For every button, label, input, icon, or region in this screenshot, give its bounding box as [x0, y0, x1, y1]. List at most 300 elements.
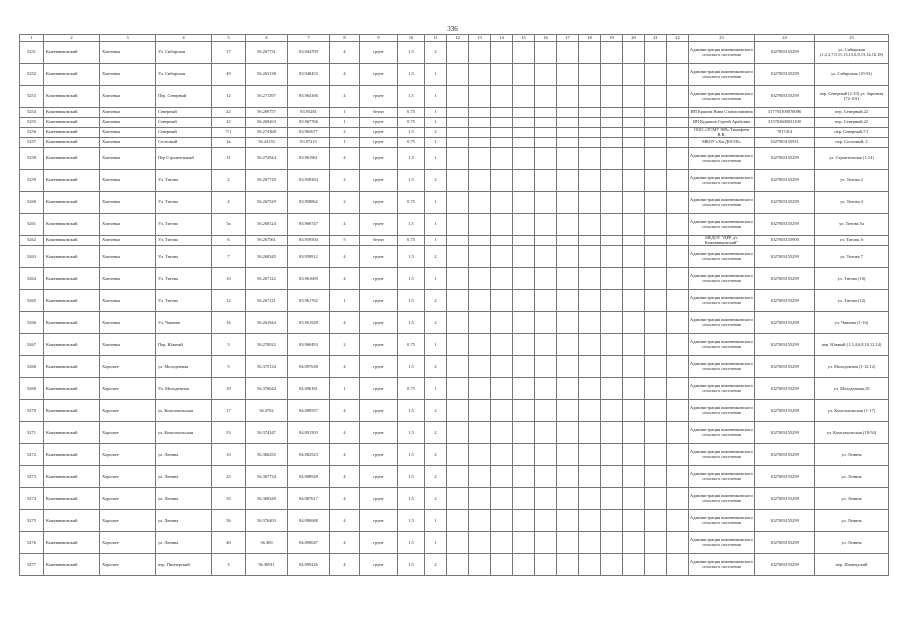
table-cell: [469, 236, 491, 246]
table-cell: 1027003155299: [755, 290, 815, 312]
table-cell: [491, 400, 513, 422]
column-header: 23: [689, 35, 755, 42]
table-cell: ул. Комсомольская (18-54): [815, 422, 889, 444]
table-cell: 1027003155299: [755, 268, 815, 290]
table-cell: Кожевниковский: [44, 312, 100, 334]
column-header: 20: [623, 35, 645, 42]
table-cell: [535, 334, 557, 356]
table-cell: [513, 148, 535, 170]
table-cell: ул. Титова 2: [815, 170, 889, 192]
table-cell: [535, 192, 557, 214]
table-cell: 5273: [20, 466, 44, 488]
table-cell: 1.5: [398, 148, 425, 170]
table-cell: ИП Кудашов Сергей Арабович: [689, 118, 755, 128]
table-cell: 56.267731: [246, 42, 288, 64]
table-cell: ул. Ленина: [815, 510, 889, 532]
table-cell: ул. Ленина: [156, 532, 212, 554]
table-cell: 56.368348: [246, 488, 288, 510]
table-cell: [513, 64, 535, 86]
column-header: 19: [601, 35, 623, 42]
table-cell: 83.964166: [288, 86, 330, 108]
table-row: [20, 400, 889, 422]
table-cell: [491, 108, 513, 118]
table-cell: Ул. Чапаева: [156, 312, 212, 334]
table-cell: [645, 532, 667, 554]
table-cell: 5269: [20, 378, 44, 400]
table-cell: 4: [330, 214, 360, 236]
table-cell: [535, 42, 557, 64]
table-cell: 1027003155299: [755, 510, 815, 532]
table-cell: [557, 312, 579, 334]
table-cell: 1: [330, 290, 360, 312]
table-cell: 4: [330, 422, 360, 444]
table-cell: [491, 128, 513, 138]
table-cell: [601, 148, 623, 170]
table-cell: Ул. Молодежная: [156, 378, 212, 400]
table-cell: [579, 312, 601, 334]
table-cell: 1027003155299: [755, 554, 815, 576]
table-cell: 2: [425, 290, 447, 312]
column-header: 18: [579, 35, 601, 42]
table-cell: [491, 214, 513, 236]
table-cell: Администрация кожевниковского сельского поселения: [689, 400, 755, 422]
table-cell: [645, 400, 667, 422]
table-cell: 5253: [20, 86, 44, 108]
table-cell: Кожевниковский: [44, 148, 100, 170]
table-row: [20, 532, 889, 554]
table-cell: [645, 118, 667, 128]
table-cell: 4: [330, 86, 360, 108]
table-cell: [557, 488, 579, 510]
table-cell: бетон: [360, 108, 398, 118]
table-cell: [469, 422, 491, 444]
table-cell: ул. Ленина: [815, 466, 889, 488]
table-cell: ул. Ленина: [815, 444, 889, 466]
table-cell: Ул. Титова: [156, 192, 212, 214]
table-cell: 1027003155299: [755, 400, 815, 422]
table-cell: [601, 268, 623, 290]
table-cell: 56.268124: [246, 214, 288, 236]
table-cell: [513, 108, 535, 118]
table-cell: [447, 400, 469, 422]
table-cell: [623, 246, 645, 268]
table-row: [20, 312, 889, 334]
table-cell: 2: [330, 128, 360, 138]
column-header: 25: [815, 35, 889, 42]
table-cell: [601, 118, 623, 128]
table-cell: 49: [212, 64, 246, 86]
table-cell: Администрация кожевниковского сельского поселения: [689, 422, 755, 444]
table-cell: грунт: [360, 86, 398, 108]
table-cell: 5259: [20, 170, 44, 192]
table-cell: [623, 532, 645, 554]
table-cell: 1.5: [398, 554, 425, 576]
table-cell: [645, 214, 667, 236]
table-cell: ул. Молодежная,10: [815, 378, 889, 400]
table-cell: [579, 108, 601, 118]
registry-table: [19, 34, 889, 576]
table-cell: [601, 170, 623, 192]
table-cell: Хмелевка: [100, 138, 156, 148]
table-cell: грунт: [360, 290, 398, 312]
table-cell: [601, 214, 623, 236]
table-cell: Кожевниковский: [44, 246, 100, 268]
table-cell: [623, 312, 645, 334]
table-cell: Хмелевка: [100, 42, 156, 64]
table-row: [20, 444, 889, 466]
table-cell: 83.960747: [288, 214, 330, 236]
table-cell: Кожевниковский: [44, 422, 100, 444]
table-cell: [645, 236, 667, 246]
table-cell: Администрация кожевниковского сельского поселения: [689, 510, 755, 532]
table-cell: [645, 86, 667, 108]
table-cell: [469, 510, 491, 532]
table-cell: 17: [212, 400, 246, 422]
table-cell: 2: [425, 356, 447, 378]
table-cell: [645, 64, 667, 86]
table-cell: Администрация кожевниковского сельского поселения: [689, 334, 755, 356]
table-cell: 2: [425, 444, 447, 466]
table-cell: Администрация кожевниковского сельского поселения: [689, 488, 755, 510]
table-cell: [667, 510, 689, 532]
table-cell: Администрация кожевниковского сельского поселения: [689, 86, 755, 108]
table-cell: [667, 268, 689, 290]
table-cell: 83.961069: [288, 268, 330, 290]
table-cell: [601, 192, 623, 214]
table-cell: [469, 214, 491, 236]
table-cell: 5251: [20, 42, 44, 64]
table-cell: [579, 290, 601, 312]
table-cell: 1.5: [398, 532, 425, 554]
table-cell: [645, 268, 667, 290]
table-cell: 0.75: [398, 118, 425, 128]
table-cell: [491, 312, 513, 334]
table-cell: [579, 356, 601, 378]
table-cell: 4: [330, 466, 360, 488]
table-cell: Кожевниковский: [44, 466, 100, 488]
table-cell: ул. Титова 7: [815, 246, 889, 268]
table-cell: 1: [330, 108, 360, 118]
table-cell: ул. Ленина: [156, 466, 212, 488]
table-cell: 40: [212, 532, 246, 554]
table-cell: 5266: [20, 312, 44, 334]
table-cell: [447, 148, 469, 170]
table-cell: Хмелевка: [100, 214, 156, 236]
table-cell: 3: [212, 554, 246, 576]
table-cell: 0.75: [398, 236, 425, 246]
table-row: [20, 128, 889, 138]
table-cell: [491, 422, 513, 444]
table-cell: 3: [212, 334, 246, 356]
table-cell: [535, 378, 557, 400]
table-cell: [645, 42, 667, 64]
table-row: [20, 138, 889, 148]
column-header: 21: [645, 35, 667, 42]
table-cell: 5265: [20, 290, 44, 312]
table-cell: [667, 236, 689, 246]
table-cell: [447, 246, 469, 268]
table-cell: [491, 138, 513, 148]
table-body: [20, 35, 889, 576]
table-cell: [557, 532, 579, 554]
table-cell: грунт: [360, 170, 398, 192]
table-cell: 1.5: [398, 86, 425, 108]
table-cell: Ул. Титова: [156, 290, 212, 312]
table-cell: 5260: [20, 192, 44, 214]
table-cell: ул. Титова (10): [815, 268, 889, 290]
table-cell: 1027003155299: [755, 378, 815, 400]
table-cell: Администрация кожевниковского сельского поселения: [689, 148, 755, 170]
table-cell: грунт: [360, 422, 398, 444]
table-row: [20, 148, 889, 170]
table-cell: [667, 118, 689, 128]
table-cell: [557, 118, 579, 128]
table-cell: грунт: [360, 488, 398, 510]
table-cell: [557, 268, 579, 290]
table-cell: [667, 532, 689, 554]
table-cell: Кожевниковский: [44, 554, 100, 576]
table-cell: [557, 236, 579, 246]
table-cell: [535, 148, 557, 170]
table-cell: [491, 510, 513, 532]
table-cell: 56.270022: [246, 334, 288, 356]
table-cell: 84.096181: [288, 378, 330, 400]
table-cell: Администрация кожевниковского сельского поселения: [689, 444, 755, 466]
table-cell: 1: [425, 378, 447, 400]
table-cell: [469, 128, 491, 138]
table-cell: [469, 532, 491, 554]
column-header: 3: [100, 35, 156, 42]
table-cell: [601, 86, 623, 108]
table-cell: МБДОУ "ЦРР д/с Кожевниковский": [689, 236, 755, 246]
table-cell: [513, 532, 535, 554]
table-cell: Пер. Северный: [156, 86, 212, 108]
table-cell: Кожевниковский: [44, 108, 100, 118]
table-cell: 1: [425, 334, 447, 356]
table-cell: [491, 42, 513, 64]
table-cell: [645, 488, 667, 510]
table-cell: ул. Комсомольская: [156, 422, 212, 444]
table-cell: 56.376403: [246, 510, 288, 532]
table-cell: [469, 108, 491, 118]
table-cell: [557, 108, 579, 118]
table-row: [20, 422, 889, 444]
table-cell: [601, 290, 623, 312]
table-cell: 1.5: [398, 510, 425, 532]
table-cell: грунт: [360, 334, 398, 356]
table-cell: [535, 86, 557, 108]
table-cell: Кожевниковский: [44, 334, 100, 356]
table-cell: 4: [330, 148, 360, 170]
table-cell: 56.3702: [246, 400, 288, 422]
table-cell: [579, 86, 601, 108]
table-cell: 84.087617: [288, 488, 330, 510]
table-row: [20, 334, 889, 356]
table-cell: грунт: [360, 214, 398, 236]
table-cell: Северный: [156, 108, 212, 118]
table-cell: 56.267729: [246, 170, 288, 192]
table-cell: [645, 356, 667, 378]
table-cell: [667, 466, 689, 488]
table-cell: [667, 128, 689, 138]
table-cell: [469, 192, 491, 214]
table-cell: Ул. Сибирская: [156, 64, 212, 86]
table-cell: [601, 334, 623, 356]
table-cell: 56.369: [246, 532, 288, 554]
table-cell: 1.5: [398, 214, 425, 236]
table-cell: [469, 554, 491, 576]
table-cell: [513, 356, 535, 378]
table-cell: [447, 192, 469, 214]
table-cell: 2а: [212, 138, 246, 148]
table-cell: [623, 422, 645, 444]
table-cell: 10: [212, 268, 246, 290]
table-cell: [557, 64, 579, 86]
column-header: 13: [469, 35, 491, 42]
table-cell: [535, 138, 557, 148]
table-cell: 5: [212, 356, 246, 378]
table-cell: [579, 214, 601, 236]
column-header: 11: [425, 35, 447, 42]
table-cell: 84.091503: [288, 422, 330, 444]
table-row: [20, 42, 889, 64]
table-cell: [623, 510, 645, 532]
table-cell: Администрация кожевниковского сельского поселения: [689, 532, 755, 554]
table-cell: 1027003155299: [755, 148, 815, 170]
table-cell: [447, 214, 469, 236]
table-cell: [557, 42, 579, 64]
table-cell: 56.367734: [246, 466, 288, 488]
table-cell: [667, 170, 689, 192]
table-cell: [667, 64, 689, 86]
table-cell: [579, 422, 601, 444]
table-row: [20, 510, 889, 532]
table-cell: [513, 86, 535, 108]
table-cell: Кожевниковский: [44, 400, 100, 422]
table-cell: [601, 554, 623, 576]
table-cell: Хорошее: [100, 356, 156, 378]
table-cell: грунт: [360, 128, 398, 138]
table-cell: [469, 400, 491, 422]
table-cell: [557, 246, 579, 268]
table-cell: [491, 86, 513, 108]
table-cell: 1: [330, 138, 360, 148]
table-cell: [623, 138, 645, 148]
table-cell: 1: [425, 510, 447, 532]
table-cell: пер. Пионерский: [156, 554, 212, 576]
table-cell: 4: [330, 268, 360, 290]
table-cell: 5270: [20, 400, 44, 422]
table-cell: Кожевниковский: [44, 290, 100, 312]
table-cell: [513, 138, 535, 148]
column-header: 22: [667, 35, 689, 42]
table-cell: [535, 510, 557, 532]
table-cell: грунт: [360, 510, 398, 532]
table-cell: [557, 192, 579, 214]
table-cell: пер. Южный (1,3,4,6,8,10,12,14): [815, 334, 889, 356]
table-cell: 0.75: [398, 192, 425, 214]
table-cell: [579, 400, 601, 422]
table-cell: [513, 510, 535, 532]
table-cell: 7/1: [212, 128, 246, 138]
table-cell: [491, 532, 513, 554]
table-cell: [667, 444, 689, 466]
table-cell: [579, 378, 601, 400]
table-cell: грунт: [360, 400, 398, 422]
column-header: 4: [156, 35, 212, 42]
table-cell: [447, 422, 469, 444]
table-cell: [579, 334, 601, 356]
table-cell: [491, 290, 513, 312]
table-cell: [645, 170, 667, 192]
table-cell: грунт: [360, 192, 398, 214]
table-cell: 83.961762: [288, 290, 330, 312]
table-cell: 5261: [20, 214, 44, 236]
table-cell: [491, 268, 513, 290]
table-cell: 2: [425, 312, 447, 334]
table-cell: 56.366255: [246, 444, 288, 466]
table-cell: [469, 268, 491, 290]
table-cell: [645, 246, 667, 268]
table-cell: [447, 510, 469, 532]
table-cell: 1.5: [398, 356, 425, 378]
table-cell: 1027003155299: [755, 192, 815, 214]
table-cell: 2: [330, 170, 360, 192]
table-cell: [447, 64, 469, 86]
table-cell: 5а: [212, 214, 246, 236]
table-cell: Администрация кожевниковского сельского поселения: [689, 466, 755, 488]
table-cell: Хмелевка: [100, 312, 156, 334]
table-cell: 84.088928: [288, 466, 330, 488]
table-cell: 83.948453: [288, 64, 330, 86]
table-cell: 84.090047: [288, 532, 330, 554]
table-cell: [667, 108, 689, 118]
table-cell: 1027003155299: [755, 170, 815, 192]
table-cell: Кожевниковский: [44, 118, 100, 128]
table-cell: 84.097638: [288, 356, 330, 378]
table-cell: [667, 86, 689, 108]
table-cell: 84.099226: [288, 554, 330, 576]
page-number: 336: [447, 25, 458, 33]
table-cell: [601, 128, 623, 138]
table-cell: Хмелевка: [100, 170, 156, 192]
table-cell: [645, 108, 667, 118]
table-cell: Кожевниковский: [44, 444, 100, 466]
table-cell: ул. Молодежная: [156, 356, 212, 378]
table-cell: 1027003155299: [755, 246, 815, 268]
table-cell: [623, 466, 645, 488]
table-cell: Хорошее: [100, 466, 156, 488]
table-cell: Ул. Титова: [156, 214, 212, 236]
column-header: 2: [44, 35, 100, 42]
table-cell: [557, 170, 579, 192]
table-cell: [667, 378, 689, 400]
table-cell: [535, 170, 557, 192]
table-cell: [513, 128, 535, 138]
table-cell: [447, 236, 469, 246]
table-cell: пер. Северный,22: [815, 118, 889, 128]
table-cell: [623, 128, 645, 138]
table-cell: 12: [212, 290, 246, 312]
column-header: 1: [20, 35, 44, 42]
table-cell: [447, 334, 469, 356]
table-cell: 1: [425, 108, 447, 118]
table-cell: [579, 466, 601, 488]
table-cell: 5271: [20, 422, 44, 444]
table-cell: грунт: [360, 554, 398, 576]
column-header: 17: [557, 35, 579, 42]
table-cell: [535, 400, 557, 422]
